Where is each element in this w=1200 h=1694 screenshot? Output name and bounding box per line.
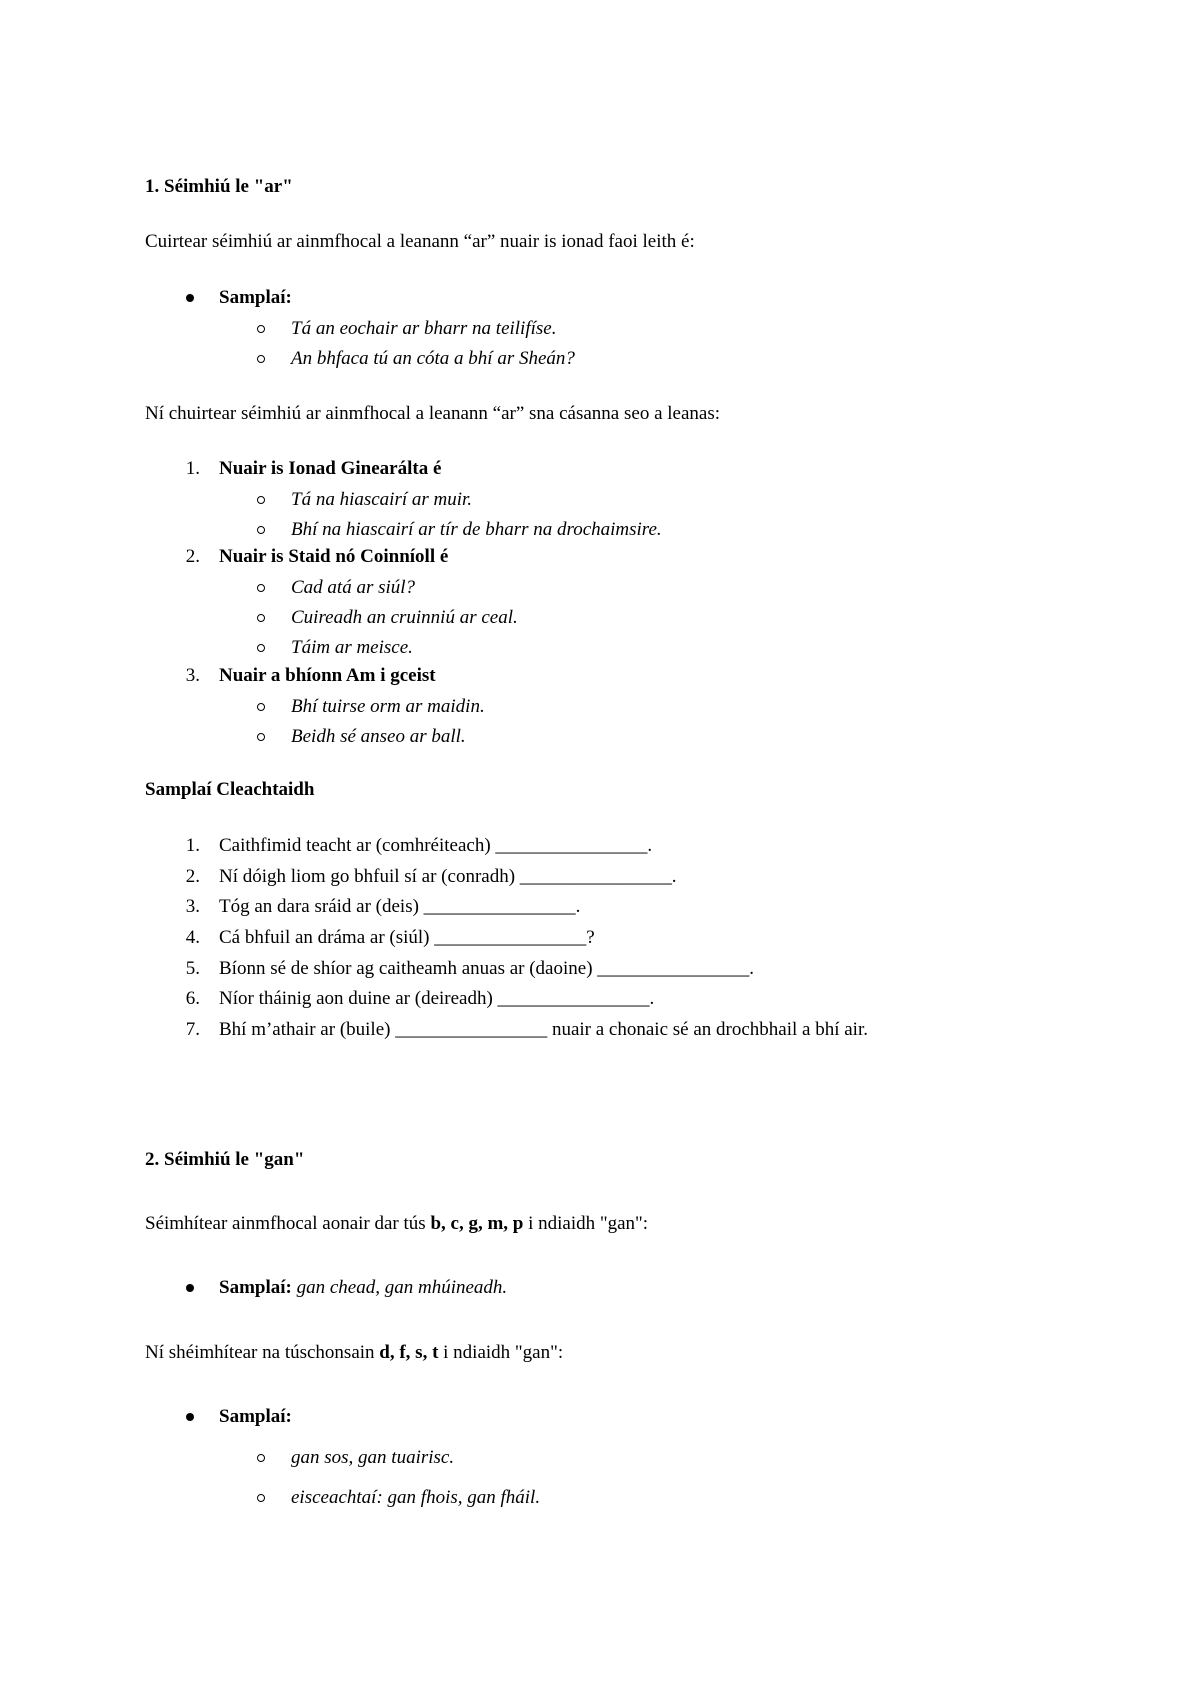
circle-bullet-icon (257, 1454, 265, 1462)
case-example: Táim ar meisce. (291, 637, 413, 658)
case-example: Tá na hiascairí ar muir. (291, 489, 473, 510)
case-number: 2. (185, 546, 200, 567)
practice-number: 4. (185, 927, 200, 948)
section-2-intro (145, 1212, 648, 1236)
circle-bullet-icon (257, 703, 265, 711)
case-example: Cad atá ar siúl? (291, 577, 416, 598)
no-lenition-letters: d, f, s, t (379, 1342, 439, 1363)
practice-number: 7. (185, 1019, 200, 1040)
practice-number: 3. (185, 896, 200, 917)
case-number: 1. (185, 458, 200, 479)
practice-item: Cá bhfuil an dráma ar (siúl) ________________? (219, 927, 595, 948)
section-2-heading: 2. Séimhiú le "gan" (145, 1149, 305, 1170)
examples-label: Samplaí: (219, 287, 292, 308)
practice-heading: Samplaí Cleachtaidh (145, 779, 315, 800)
intro-letters: b, c, g, m, p (430, 1213, 524, 1234)
circle-bullet-icon (257, 325, 265, 333)
example-item: gan sos, gan tuairisc. (291, 1447, 455, 1468)
section-1-intro: Cuirtear séimhiú ar ainmfhocal a leanann “ar” nuair is ionad faoi leith é: (145, 231, 695, 252)
example-item: An bhfaca tú an cóta a bhí ar Sheán? (291, 348, 575, 369)
no-lenition-text: Ní shéimhítear na túschonsain (145, 1342, 380, 1363)
bullet-icon (186, 1284, 194, 1292)
circle-bullet-icon (257, 733, 265, 741)
examples-label: Samplaí: (219, 1406, 292, 1427)
example-item: Tá an eochair ar bharr na teilifíse. (291, 318, 557, 339)
case-number: 3. (185, 665, 200, 686)
example-item: eisceachtaí: gan fhois, gan fháil. (291, 1487, 541, 1508)
circle-bullet-icon (257, 355, 265, 363)
practice-number: 5. (185, 958, 200, 979)
circle-bullet-icon (257, 584, 265, 592)
case-title: Nuair is Ionad Ginearálta é (219, 458, 442, 479)
case-example: Bhí tuirse orm ar maidin. (291, 696, 485, 717)
practice-item: Bhí m’athair ar (buile) ________________ nuair a chonaic sé an drochbhail a bhí air. (219, 1019, 868, 1040)
bullet-icon (186, 1413, 194, 1421)
circle-bullet-icon (257, 644, 265, 652)
practice-item: Níor tháinig aon duine ar (deireadh) ________________. (219, 988, 655, 1009)
section-1-heading: 1. Séimhiú le "ar" (145, 176, 293, 197)
practice-number: 2. (185, 866, 200, 887)
circle-bullet-icon (257, 614, 265, 622)
case-example: Bhí na hiascairí ar tír de bharr na drochaimsire. (291, 519, 662, 540)
practice-item: Bíonn sé de shíor ag caitheamh anuas ar (daoine) ________________. (219, 958, 755, 979)
case-title: Nuair is Staid nó Coinníoll é (219, 546, 449, 567)
practice-number: 1. (185, 835, 200, 856)
intro-text-end: i ndiaidh "gan": (523, 1213, 649, 1234)
circle-bullet-icon (257, 496, 265, 504)
examples-label: Samplaí: (219, 1277, 292, 1298)
practice-number: 6. (185, 988, 200, 1009)
practice-item: Caithfimid teacht ar (comhréiteach) ________________. (219, 835, 653, 856)
case-example: Beidh sé anseo ar ball. (291, 726, 466, 747)
no-lenition-intro: Ní chuirtear séimhiú ar ainmfhocal a leanann “ar” sna cásanna seo a leanas: (145, 403, 721, 424)
circle-bullet-icon (257, 1494, 265, 1502)
example-text: gan chead, gan mhúineadh. (291, 1277, 508, 1298)
no-lenition-text-end: i ndiaidh "gan": (438, 1342, 564, 1363)
case-title: Nuair a bhíonn Am i gceist (219, 665, 436, 686)
practice-item: Ní dóigh liom go bhfuil sí ar (conradh) ________________. (219, 866, 677, 887)
case-example: Cuireadh an cruinniú ar ceal. (291, 607, 518, 628)
practice-item: Tóg an dara sráid ar (deis) ________________. (219, 896, 581, 917)
bullet-icon (186, 294, 194, 302)
section-2-no-lenition (145, 1341, 563, 1365)
section-2-example-1 (219, 1276, 507, 1300)
intro-text: Séimhítear ainmfhocal aonair dar tús (145, 1213, 431, 1234)
circle-bullet-icon (257, 526, 265, 534)
